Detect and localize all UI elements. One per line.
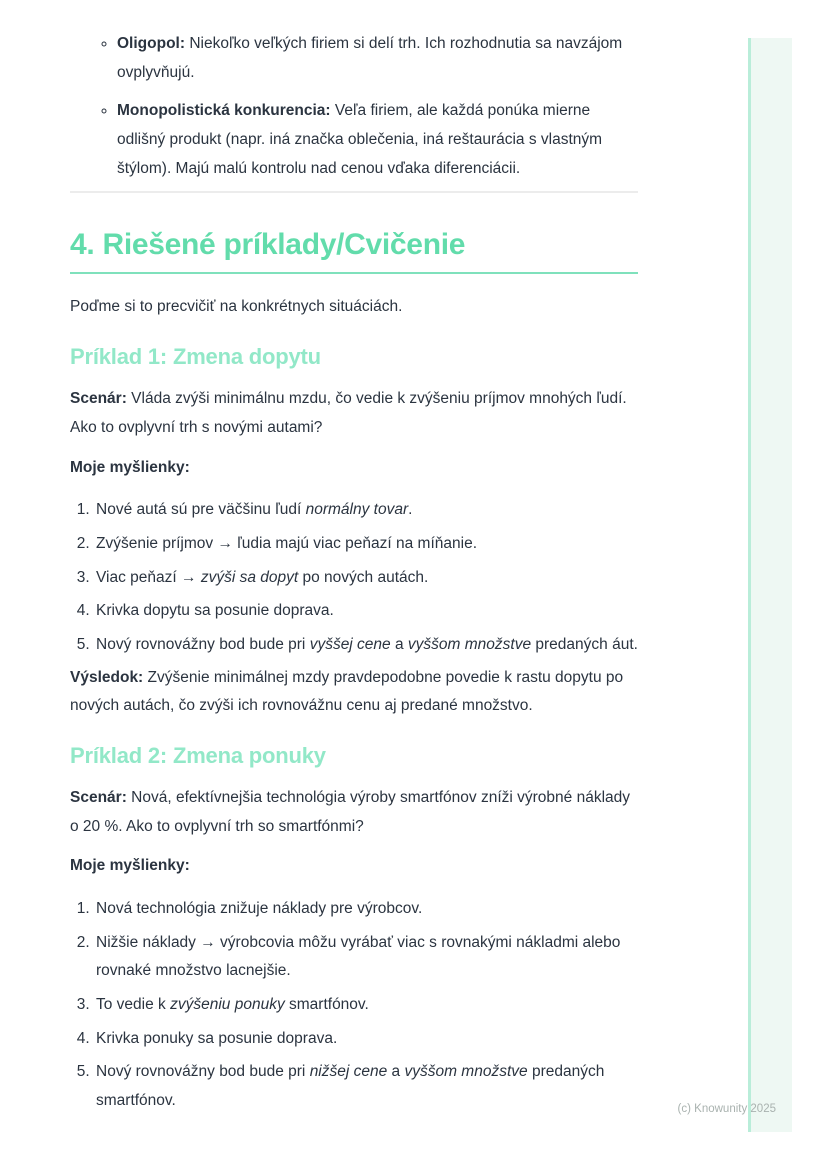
page-content xyxy=(70,0,638,1116)
list-item-monopolisticka-konkurencia: ◦ Monopolistická konkurencia: Veľa firiem, ale každá ponúka mierne odlišný produkt (napr. iná značka oblečenia, iná reštaurácia s vlastným štýlom). Majú malú kontrolu nad cenou vďaka diferenciácii. xyxy=(117,97,638,183)
example2-steps xyxy=(70,895,638,1116)
page-edge-tint xyxy=(751,38,792,1132)
example2-heading: Príklad 2: Zmena ponuky xyxy=(70,742,326,768)
example2-scenario: Scenár: Nová, efektívnejšia technológia výroby smartfónov zníži výrobné náklady o 20 %. Ako to ovplyvní trh so smartfónmi? xyxy=(70,788,631,835)
list-item: 4. Krivka ponuky sa posunie doprava. xyxy=(94,1025,638,1054)
list-item: 2. Nižšie náklady → výrobcovia môžu vyrábať viac s rovnakými nákladmi alebo rovnaké množstvo lacnejšie. xyxy=(94,929,638,986)
list-item-oligopol: ◦ Oligopol: Niekoľko veľkých firiem si delí trh. Ich rozhodnutia sa navzájom ovplyvňujú. xyxy=(117,30,638,87)
list-item: 3. Viac peňazí → zvýši sa dopyt po nových autách. xyxy=(94,564,638,593)
copyright-watermark: (c) Knowunity 2025 xyxy=(677,1103,776,1115)
list-item: 2. Zvýšenie príjmov → ľudia majú viac peňazí na míňanie. xyxy=(94,530,638,559)
example1-steps xyxy=(70,496,638,659)
section-intro: Poďme si to precvičiť na konkrétnych situáciách. xyxy=(70,298,403,316)
list-item: 1. Nové autá sú pre väčšinu ľudí normálny tovar. xyxy=(94,496,638,525)
section-heading: 4. Riešené príklady/Cvičenie xyxy=(70,226,638,274)
example1-heading: Príklad 1: Zmena dopytu xyxy=(70,344,321,370)
list-item: 3. To vedie k zvýšeniu ponuky smartfónov. xyxy=(94,991,638,1020)
list-item: 5. Nový rovnovážny bod bude pri vyššej cene a vyššom množstve predaných áut. xyxy=(94,631,638,660)
market-structures-list xyxy=(70,30,638,183)
example1-result: Výsledok: Zvýšenie minimálnej mzdy pravdepodobne povedie k rastu dopytu po nových autách, čo zvýši ich rovnovážnu cenu aj predané množstvo. xyxy=(70,668,624,715)
example1-scenario: Scenár: Vláda zvýši minimálnu mzdu, čo vedie k zvýšeniu príjmov mnohých ľudí. Ako to ovplyvní trh s novými autami? xyxy=(70,390,627,436)
example2-thoughts-label: Moje myšlienky: xyxy=(70,857,190,875)
list-item: 1. Nová technológia znižuje náklady pre výrobcov. xyxy=(94,895,638,924)
list-item: 4. Krivka dopytu sa posunie doprava. xyxy=(94,597,638,626)
example1-thoughts-label: Moje myšlienky: xyxy=(70,458,190,476)
page-edge-line xyxy=(748,38,751,1132)
list-item: 5. Nový rovnovážny bod bude pri nižšej cene a vyššom množstve predaných smartfónov. xyxy=(94,1058,638,1115)
section-divider xyxy=(70,191,638,193)
